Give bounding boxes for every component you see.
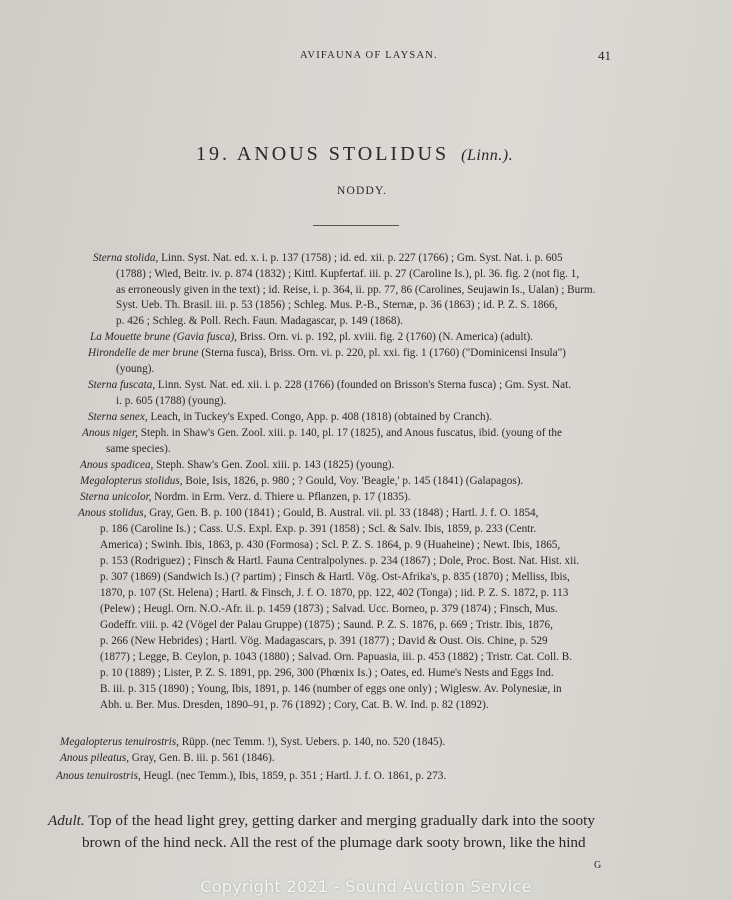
synonymy-line xyxy=(116,267,732,283)
species-author: (Linn.). xyxy=(461,147,514,164)
synonymy-line xyxy=(100,666,732,682)
synonym-citation: i. p. 605 (1788) (young). xyxy=(116,395,227,407)
synonym-citation: as erroneously given in the text) ; id. Reise, i. p. 364, ii. pp. 77, 86 (Carolines, Seujawin Is., Ualan) ; Burm. xyxy=(116,284,596,296)
synonym-citation: 1870, p. 107 (St. Helena) ; Hartl. & Finsch, J. f. O. 1870, pp. 122, 402 (Tonga) ; iid. P. Z. S. 1872, p. 113 xyxy=(100,587,569,599)
running-head: AVIFAUNA OF LAYSAN. xyxy=(300,50,438,61)
synonymy-line xyxy=(100,682,732,698)
synonym-name: Megalopterus stolidus, xyxy=(80,475,183,487)
synonym-name: Anous stolidus, xyxy=(78,507,147,519)
synonymy-line xyxy=(60,751,732,767)
synonym-name: Megalopterus tenuirostris, xyxy=(60,736,179,748)
synonymy-line xyxy=(88,378,732,394)
synonym-citation: Linn. Syst. Nat. ed. x. i. p. 137 (1758) ; id. ed. xii. p. 227 (1766) ; Gm. Syst. Nat. i. p. 605 xyxy=(158,252,563,264)
description-line-1 xyxy=(48,810,728,832)
synonym-citation: Rüpp. (nec Temm. !), Syst. Uebers. p. 140, no. 520 (1845). xyxy=(178,736,446,748)
synonymy-line xyxy=(116,362,732,378)
synonymy-line xyxy=(116,283,732,299)
synonym-citation: p. 307 (1869) (Sandwich Is.) (? partim) ; Finsch & Hartl. Vög. Ost-Afrika's, p. 835 (1870) ; Melliss, Ibis, xyxy=(100,571,570,583)
synonymy-line xyxy=(80,458,732,474)
synonymy-line xyxy=(100,586,732,602)
synonymy-line xyxy=(88,410,732,426)
synonymy-line xyxy=(116,314,732,330)
synonym-name: Anous pileatus, xyxy=(60,752,129,764)
synonymy-line xyxy=(100,618,732,634)
synonymy-line xyxy=(100,522,732,538)
copyright-watermark: Copyright 2021 - Sound Auction Service xyxy=(200,877,532,896)
synonym-citation: Nordm. in Erm. Verz. d. Thiere u. Pflanzen, p. 17 (1835). xyxy=(151,491,411,503)
synonymy-line xyxy=(116,394,732,410)
species-title xyxy=(196,143,513,166)
synonymy-line xyxy=(82,426,732,442)
synonym-citation: America) ; Swinh. Ibis, 1863, p. 430 (Formosa) ; Scl. P. Z. S. 1864, p. 9 (Huaheine) ; Newt. Ibis, 1865, xyxy=(100,539,561,551)
description-label: Adult. xyxy=(48,812,85,829)
species-name: 19. ANOUS STOLIDUS xyxy=(196,143,450,165)
synonym-citation: Steph. Shaw's Gen. Zool. xiii. p. 143 (1825) (young). xyxy=(153,459,395,471)
synonym-name: Sterna unicolor, xyxy=(80,491,152,503)
synonym-citation: Gray, Gen. B. iii. p. 561 (1846). xyxy=(129,752,275,764)
synonym-citation: same species). xyxy=(106,443,171,455)
synonymy-line xyxy=(80,474,732,490)
synonym-citation: (Sterna fusca), Briss. Orn. vi. p. 220, pl. xxi. fig. 1 (1760) ("Dominicensi Insula") xyxy=(198,347,566,359)
description-line-2: brown of the hind neck. All the rest of the plumage dark sooty brown, like the hind xyxy=(82,834,586,851)
synonym-citation: (1877) ; Legge, B. Ceylon, p. 1043 (1880) ; Salvad. Orn. Papuasia, iii. p. 453 (1882) ; Tristr. Cat. Coll. B. xyxy=(100,651,573,663)
synonym-citation: (young). xyxy=(116,363,155,375)
synonym-name: Sterna senex, xyxy=(88,411,148,423)
page-number: 41 xyxy=(598,48,611,63)
synonym-citation: Godeffr. viii. p. 42 (Vögel der Palau Gruppe) (1875) ; Saund. P. Z. S. 1876, p. 669 ; Tristr. Ibis, 1876, xyxy=(100,619,553,631)
synonymy-line xyxy=(93,251,732,267)
synonymy-line xyxy=(78,506,732,522)
synonym-name: Anous tenuirostris, xyxy=(56,770,141,782)
synonym-citation: Briss. Orn. vi. p. 192, pl. xviii. fig. 2 (1760) (N. America) (adult). xyxy=(236,331,534,343)
synonymy-line xyxy=(100,698,732,714)
synonym-citation: Boie, Isis, 1826, p. 980 ; ? Gould, Voy. 'Beagle,' p. 145 (1841) (Galapagos). xyxy=(182,475,524,487)
synonymy-line xyxy=(100,570,732,586)
synonym-citation: Linn. Syst. Nat. ed. xii. i. p. 228 (1766) (founded on Brisson's Sterna fusca) ; Gm. Syst. Nat. xyxy=(155,379,572,391)
synonym-citation: (1788) ; Wied, Beitr. iv. p. 874 (1832) ; Kittl. Kupfertaf. iii. p. 27 (Caroline Is.), pl. 36. fig. 2 (not fig. 1, xyxy=(116,268,580,280)
synonym-name: Sterna stolida, xyxy=(93,252,159,264)
synonymy-line xyxy=(116,298,732,314)
synonym-citation: p. 266 (New Hebrides) ; Hartl. Vög. Madagascars, p. 391 (1877) ; David & Oust. Ois. Chine, p. 529 xyxy=(100,635,548,647)
synonym-citation: Gray, Gen. B. p. 100 (1841) ; Gould, B. Austral. vii. pl. 33 (1848) ; Hartl. J. f. O. 1854, xyxy=(146,507,539,519)
synonym-citation: p. 426 ; Schleg. & Poll. Rech. Faun. Madagascar, p. 149 (1868). xyxy=(116,315,403,327)
synonym-name: Hirondelle de mer brune xyxy=(88,347,199,359)
synonym-name: Sterna fuscata, xyxy=(88,379,156,391)
synonym-citation: Leach, in Tuckey's Exped. Congo, App. p. 408 (1818) (obtained by Cranch). xyxy=(147,411,493,423)
divider-rule xyxy=(313,225,399,226)
synonym-citation: Heugl. (nec Temm.), Ibis, 1859, p. 351 ; Hartl. J. f. O. 1861, p. 273. xyxy=(140,770,447,782)
synonymy-line xyxy=(100,650,732,666)
synonym-citation: Steph. in Shaw's Gen. Zool. xiii. p. 140, pl. 17 (1825), and Anous fuscatus, ibid. (young of the xyxy=(137,427,562,439)
synonym-citation: p. 186 (Caroline Is.) ; Cass. U.S. Expl. Exp. p. 391 (1858) ; Scl. & Salv. Ibis, 1859, p. 233 (Centr. xyxy=(100,523,537,535)
synonym-citation: B. iii. p. 315 (1890) ; Young, Ibis, 1891, p. 146 (number of eggs one only) ; Wiglesw. Av. Polynesiæ, in xyxy=(100,683,562,695)
synonym-name: Anous spadicea, xyxy=(80,459,154,471)
synonymy-line xyxy=(106,442,732,458)
synonym-citation: p. 153 (Rodriguez) ; Finsch & Hartl. Fauna Centralpolynes. p. 234 (1867) ; Dole, Proc. Bost. Nat. Hist. xii. xyxy=(100,555,580,567)
synonym-citation: (Pelew) ; Heugl. Orn. N.O.-Afr. ii. p. 1459 (1873) ; Salvad. Ucc. Borneo, p. 379 (1874) ; Finsch, Mus. xyxy=(100,603,558,615)
synonymy-line xyxy=(56,769,732,785)
synonym-citation: Syst. Ueb. Th. Brasil. iii. p. 53 (1856) ; Schleg. Mus. P.-B., Sternæ, p. 36 (1863) ; id. P. Z. S. 1866, xyxy=(116,299,558,311)
common-name: NODDY. xyxy=(337,185,388,197)
synonymy-line xyxy=(100,538,732,554)
signature-mark: G xyxy=(594,860,602,871)
synonymy-line xyxy=(60,735,732,751)
description-text-1: Top of the head light grey, getting darker and merging gradually dark into the sooty xyxy=(84,812,595,829)
synonym-name: La Mouette brune (Gavia fusca), xyxy=(90,331,237,343)
synonymy-line xyxy=(80,490,732,506)
synonym-name: Anous niger, xyxy=(82,427,138,439)
synonymy-line xyxy=(100,602,732,618)
synonymy-line xyxy=(100,554,732,570)
synonym-citation: Abh. u. Ber. Mus. Dresden, 1890–91, p. 76 (1892) ; Cory, Cat. B. W. Ind. p. 82 (1892). xyxy=(100,699,489,711)
synonym-citation: p. 10 (1889) ; Lister, P. Z. S. 1891, pp. 296, 300 (Phœnix Is.) ; Oates, ed. Hume's Nests and Eggs Ind. xyxy=(100,667,554,679)
synonymy-line xyxy=(100,634,732,650)
synonymy-line xyxy=(90,330,732,346)
synonymy-line xyxy=(88,346,732,362)
